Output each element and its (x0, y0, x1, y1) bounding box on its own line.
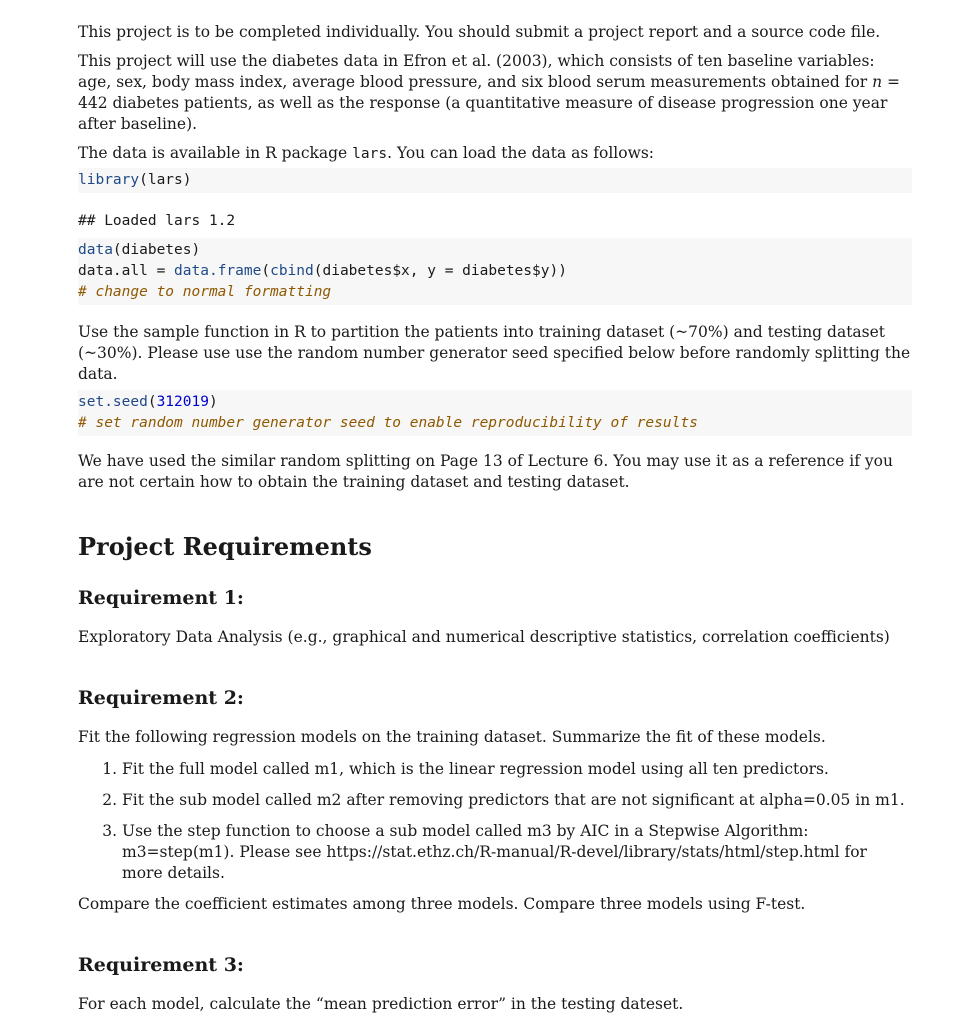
code-function: cbind (270, 263, 314, 279)
code-output: ## Loaded lars 1.2 (78, 213, 236, 229)
intro-p2-text-b: = 442 diabetes patients, as well as the response (a quantitative measure of disease progression one year after baseline). (78, 73, 901, 133)
code-line-1 (78, 240, 912, 261)
requirement-3-text: For each model, calculate the “mean prediction error” in the testing dateset. (78, 995, 684, 1013)
intro-p3-text-a: The data is available in R package (78, 144, 353, 162)
list-item: 2. Fit the sub model called m2 after removing predictors that are not significant at alpha=0.05 in m1. (122, 790, 912, 811)
code-args: (diabetes) (112, 242, 201, 258)
requirement-2-intro: Fit the following regression models on the training dataset. Summarize the fit of these models. (78, 728, 826, 746)
code-text: ( (261, 263, 271, 279)
intro-p3-text-b: . You can load the data as follows: (387, 144, 655, 162)
requirement-3-title: Requirement 3: (78, 954, 244, 976)
requirement-2-list (78, 759, 912, 884)
code-function: data (78, 242, 113, 258)
code-operator: = (156, 263, 166, 279)
code-block-data (78, 238, 912, 305)
list-item: 1. Fit the full model called m1, which is the linear regression model using all ten predictors. (122, 759, 912, 780)
code-comment: # change to normal formatting (78, 284, 332, 300)
code-text (165, 263, 174, 279)
code-line-2 (78, 261, 912, 282)
code-function: set.seed (78, 394, 148, 410)
reference-paragraph: We have used the similar random splitting on Page 13 of Lecture 6. You may use it as a reference if you are not certain how to obtain the training dataset and testing dataset. (78, 452, 893, 491)
requirement-1-title: Requirement 1: (78, 587, 244, 609)
code-block-seed (78, 390, 912, 436)
code-comment: # set random number generator seed to enable reproducibility of results (78, 415, 698, 431)
partition-paragraph: Use the sample function in R to partition the patients into training dataset (~70%) and testing dataset (~30%). Please use use the random number generator seed specified below before randomly splitting the data. (78, 323, 911, 383)
code-function: library (78, 172, 140, 188)
intro-paragraph-3 (78, 143, 912, 165)
code-number: 312019 (156, 394, 209, 410)
list-item: 3. Use the step function to choose a sub model called m3 by AIC in a Stepwise Algorithm: m3=step(m1). Please see https://stat.ethz.ch/R-manual/R-devel/library/stats/html/step.html for more details. (122, 821, 912, 884)
code-line-seed (78, 392, 912, 413)
code-operator: = (444, 263, 454, 279)
code-function: data.frame (174, 263, 262, 279)
document-page (78, 22, 912, 1015)
intro-p2-text-a: This project will use the diabetes data in Efron et al. (2003), which consists of ten baseline variables: age, sex, body mass index, average blood pressure, and six blood serum measurements obtained for (78, 52, 875, 91)
code-text: data.all (78, 263, 157, 279)
requirement-1-text: Exploratory Data Analysis (e.g., graphical and numerical descriptive statistics, correlation coefficients) (78, 628, 890, 646)
math-n: n (872, 73, 883, 91)
requirement-2-title: Requirement 2: (78, 687, 244, 709)
intro-paragraph-2 (78, 51, 912, 135)
intro-paragraph-1: This project is to be completed individually. You should submit a project report and a source code file. (78, 23, 881, 41)
code-args: (lars) (139, 172, 192, 188)
code-text: (diabetes$x, y (313, 263, 445, 279)
code-text: ) (208, 394, 218, 410)
code-block-library (78, 168, 912, 193)
code-text: ( (147, 394, 157, 410)
requirement-2-outro: Compare the coefficient estimates among three models. Compare three models using F-test. (78, 895, 806, 913)
section-title: Project Requirements (78, 532, 372, 561)
package-name: lars (352, 146, 388, 162)
code-text: diabetes$y)) (453, 263, 567, 279)
